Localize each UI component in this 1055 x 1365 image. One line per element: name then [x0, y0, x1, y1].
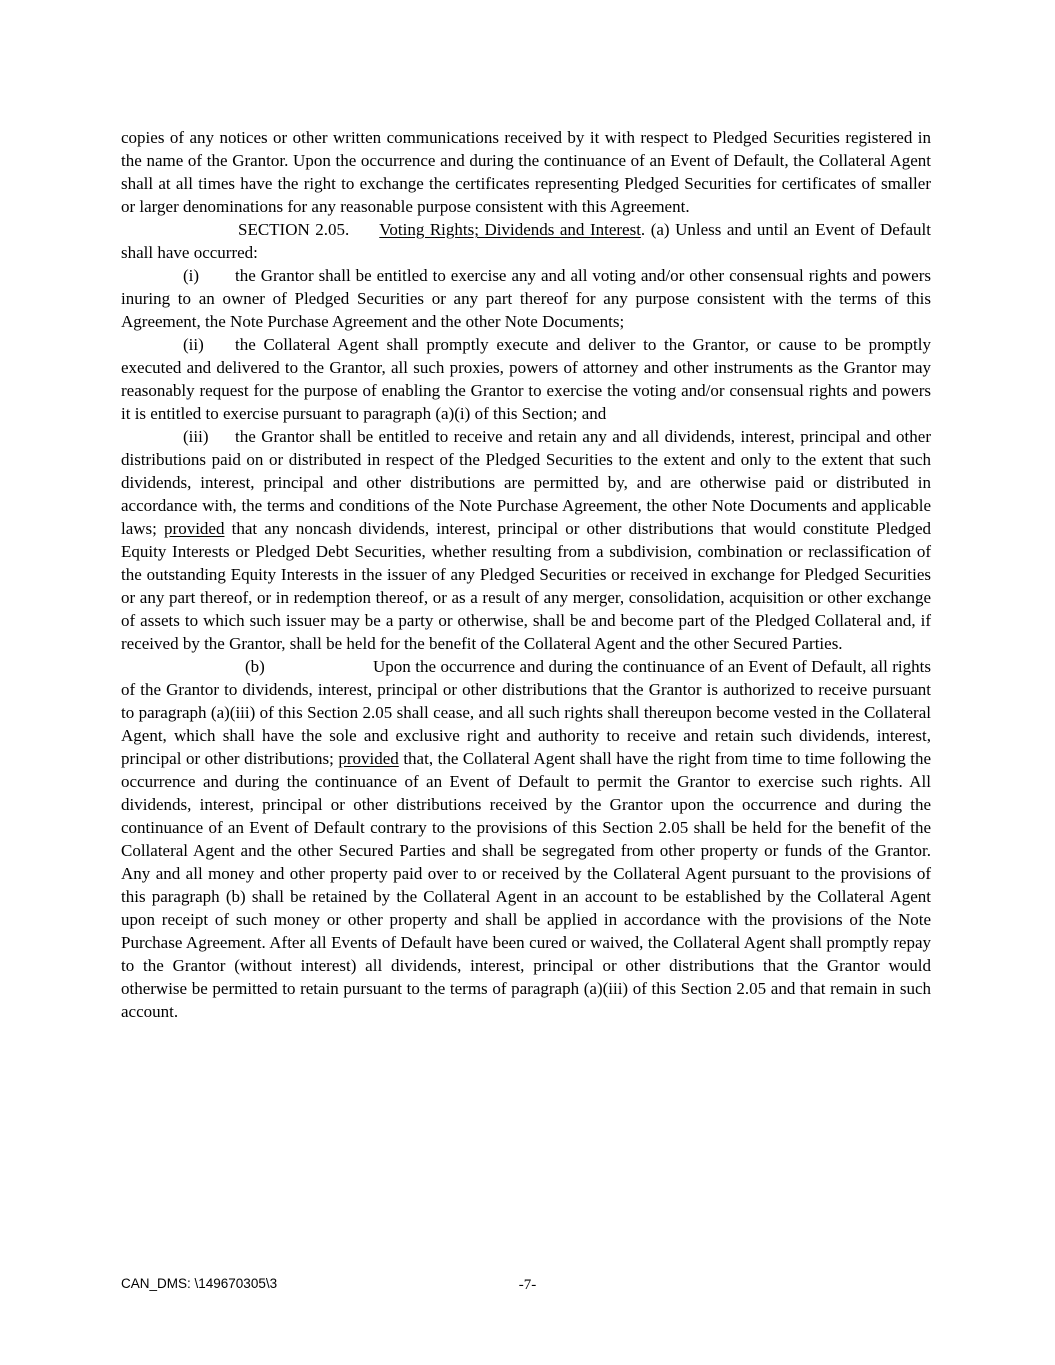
clause-i-marker: (i): [183, 266, 200, 285]
clause-iii-provided-term: provided: [164, 519, 225, 538]
clause-ii-text: the Collateral Agent shall promptly execute and deliver to the Grantor, or cause to be promptly executed and delivered to the Grantor, all such proxies, powers of attorney and other instruments as the Grantor may reasonably request for the purpose of enabling the Grantor to exercise the voting and/or consensual rights and powers it is entitled to exercise pursuant to paragraph (a)(i) of this Section; and: [121, 335, 931, 423]
section-title: Voting Rights; Dividends and Interest: [379, 220, 641, 239]
paragraph-b-provided-term: provided: [338, 749, 399, 768]
clause-iii-marker: (iii): [183, 427, 209, 446]
document-body: [121, 126, 931, 1023]
clause-iii-text-before: the Grantor shall be entitled to receive and retain any and all dividends, interest, principal and other distributions paid on or distributed in respect of the Pledged Securities to the extent and only to the extent that such dividends, interest, principal and other distributions are permitted by, and are otherwise paid or distributed in accordance with, the terms and conditions of the Note Purchase Agreement, the other Note Documents and applicable laws;: [121, 427, 931, 538]
clause-a-iii-paragraph: [121, 425, 931, 655]
clause-iii-text-after: that any noncash dividends, interest, principal or other distributions that would constitute Pledged Equity Interests or Pledged Debt Securities, whether resulting from a subdivision, combination or reclassification of the outstanding Equity Interests in the issuer of any Pledged Securities or received in exchange for Pledged Securities or any part thereof, or in redemption thereof, or as a result of any merger, consolidation, acquisition or other exchange of assets to which such issuer may be a party or otherwise, shall be and become part of the Pledged Collateral and, if received by the Grantor, shall be held for the benefit of the Collateral Agent and the other Secured Parties.: [121, 519, 931, 653]
section-2-05-paragraph: [121, 218, 931, 264]
footer-doc-id: CAN_DMS: \149670305\3: [121, 1276, 278, 1291]
paragraph-b-text-before: Upon the occurrence and during the continuance of an Event of Default, all rights of the Grantor to dividends, interest, principal or other distributions that the Grantor is authorized to receive pursuant to paragraph (a)(iii) of this Section 2.05 shall cease, and all such rights shall thereupon become vested in the Collateral Agent, which shall have the sole and exclusive right and authority to receive and retain such dividends, interest, principal or other distributions;: [121, 657, 931, 768]
clause-ii-marker: (ii): [183, 335, 204, 354]
continuation-paragraph: copies of any notices or other written communications received by it with respect to Pledged Securities registered in the name of the Grantor. Upon the occurrence and during the continuance of an Event of Default, the Collateral Agent shall at all times have the right to exchange the certificates representing Pledged Securities for certificates of smaller or larger denominations for any reasonable purpose consistent with this Agreement.: [121, 128, 931, 216]
paragraph-b-marker: (b): [245, 657, 265, 676]
section-number-label: SECTION 2.05.: [238, 220, 350, 239]
paragraph-b: [121, 655, 931, 1023]
clause-a-i-paragraph: [121, 264, 931, 333]
clause-i-text: the Grantor shall be entitled to exercise any and all voting and/or other consensual rights and powers inuring to an owner of Pledged Securities or any part thereof for any purpose consistent with the terms of this Agreement, the Note Purchase Agreement and the other Note Documents;: [121, 266, 931, 331]
paragraph-b-text-after: that, the Collateral Agent shall have the right from time to time following the occurrence and during the continuance of an Event of Default to permit the Grantor to exercise such rights. All dividends, interest, principal or other distributions received by the Grantor upon the occurrence and during the continuance of an Event of Default contrary to the provisions of this Section 2.05 shall be held for the benefit of the Collateral Agent and the other Secured Parties and shall be segregated from other property or funds of the Grantor. Any and all money and other property paid over to or received by the Collateral Agent pursuant to the provisions of this paragraph (b) shall be retained by the Collateral Agent in an account to be established by the Collateral Agent upon receipt of such money or other property and shall be applied in accordance with the provisions of the Note Purchase Agreement. After all Events of Default have been cured or waived, the Collateral Agent shall promptly repay to the Grantor (without interest) all dividends, interest, principal or other distributions that the Grantor would otherwise be permitted to retain pursuant to the terms of paragraph (a)(iii) of this Section 2.05 and that remain in such account.: [121, 749, 931, 1021]
section-lead-in-text: . (a) Unless and until an Event of Default shall have occurred:: [121, 220, 931, 262]
footer-page-number: -7-: [518, 1277, 537, 1293]
clause-a-ii-paragraph: [121, 333, 931, 425]
